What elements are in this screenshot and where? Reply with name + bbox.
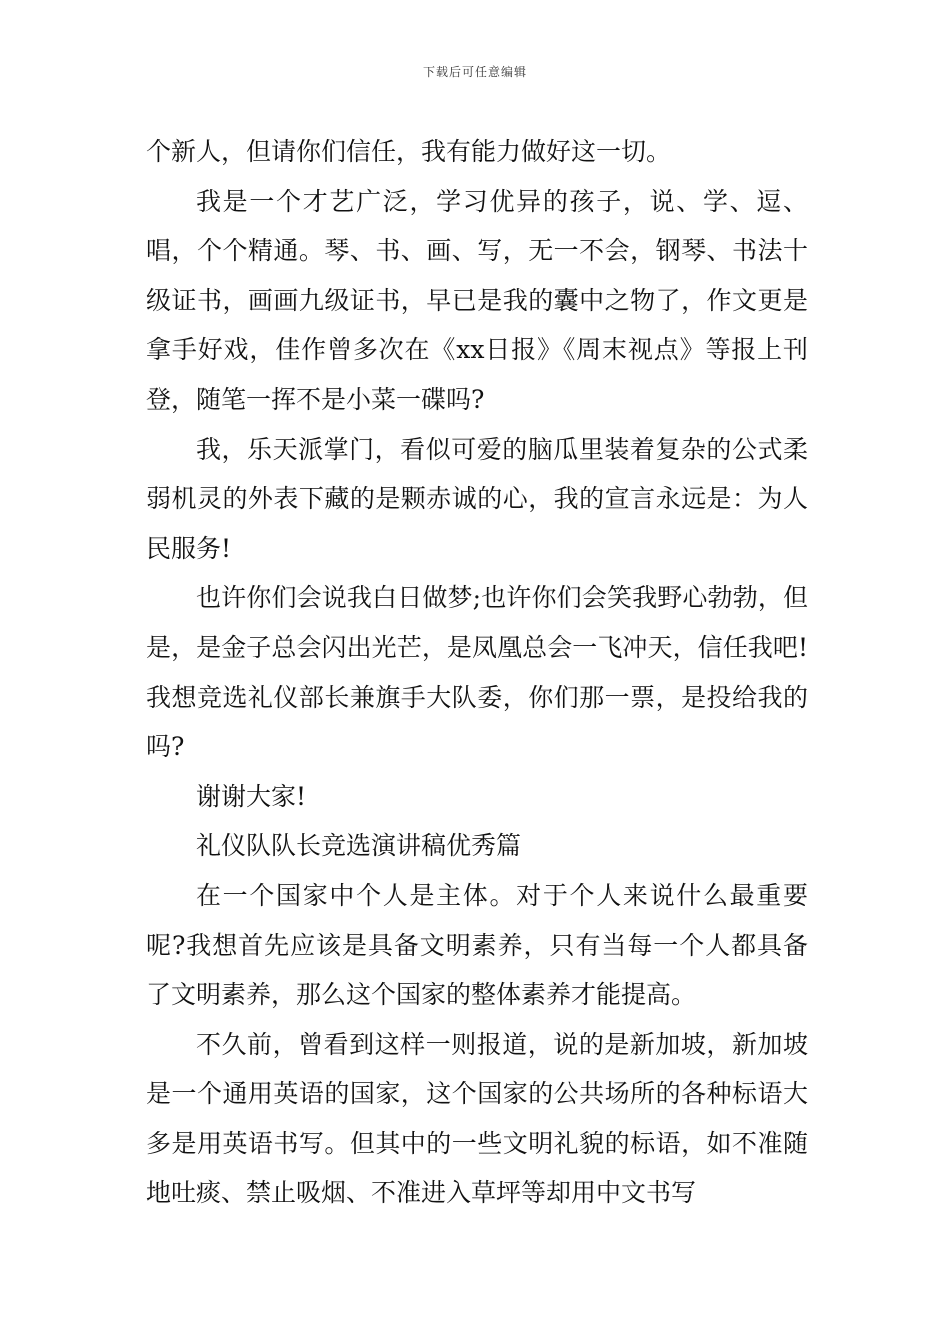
paragraph-talents: 我是一个才艺广泛，学习优异的孩子，说、学、逗、唱，个个精通。琴、书、画、写，无一不会，钢琴、书法十级证书，画画九级证书，早已是我的囊中之物了，作文更是拿手好戏，佳作曾多次在《xx日报》《周末视点》等报上刊登，随笔一挥不是小菜一碟吗? [146,186,808,414]
paragraph-singapore: 不久前，曾看到这样一则报道，说的是新加坡，新加坡是一个通用英语的国家，这个国家的公共场所的各种标语大多是用英语书写。但其中的一些文明礼貌的标语，如不准随地吐痰、禁止吸烟、不准进入草坪等却用中文书写 [146,1029,808,1208]
document-body [146,127,808,1218]
section-title: 礼仪队队长竞选演讲稿优秀篇 [196,831,522,861]
paragraph-declaration: 我，乐天派掌门，看似可爱的脑瓜里装着复杂的公式柔弱机灵的外表下藏的是颗赤诚的心，我的宣言永远是：为人民服务! [146,434,808,563]
paragraph-thanks: 谢谢大家! [196,781,307,811]
page-header-note: 下载后可任意编辑 [422,65,527,79]
paragraph-appeal: 也许你们会说我白日做梦;也许你们会笑我野心勃勃，但是，是金子总会闪出光芒，是凤凰总会一飞冲天，信任我吧!我想竞选礼仪部长兼旗手大队委，你们那一票，是投给我的吗? [146,583,808,762]
paragraph-civility: 在一个国家中个人是主体。对于个人来说什么最重要呢?我想首先应该是具备文明素养，只有当每一个人都具备了文明素养，那么这个国家的整体素养才能提高。 [146,880,808,1010]
paragraph-continuation: 个新人，但请你们信任，我有能力做好这一切。 [146,137,672,166]
